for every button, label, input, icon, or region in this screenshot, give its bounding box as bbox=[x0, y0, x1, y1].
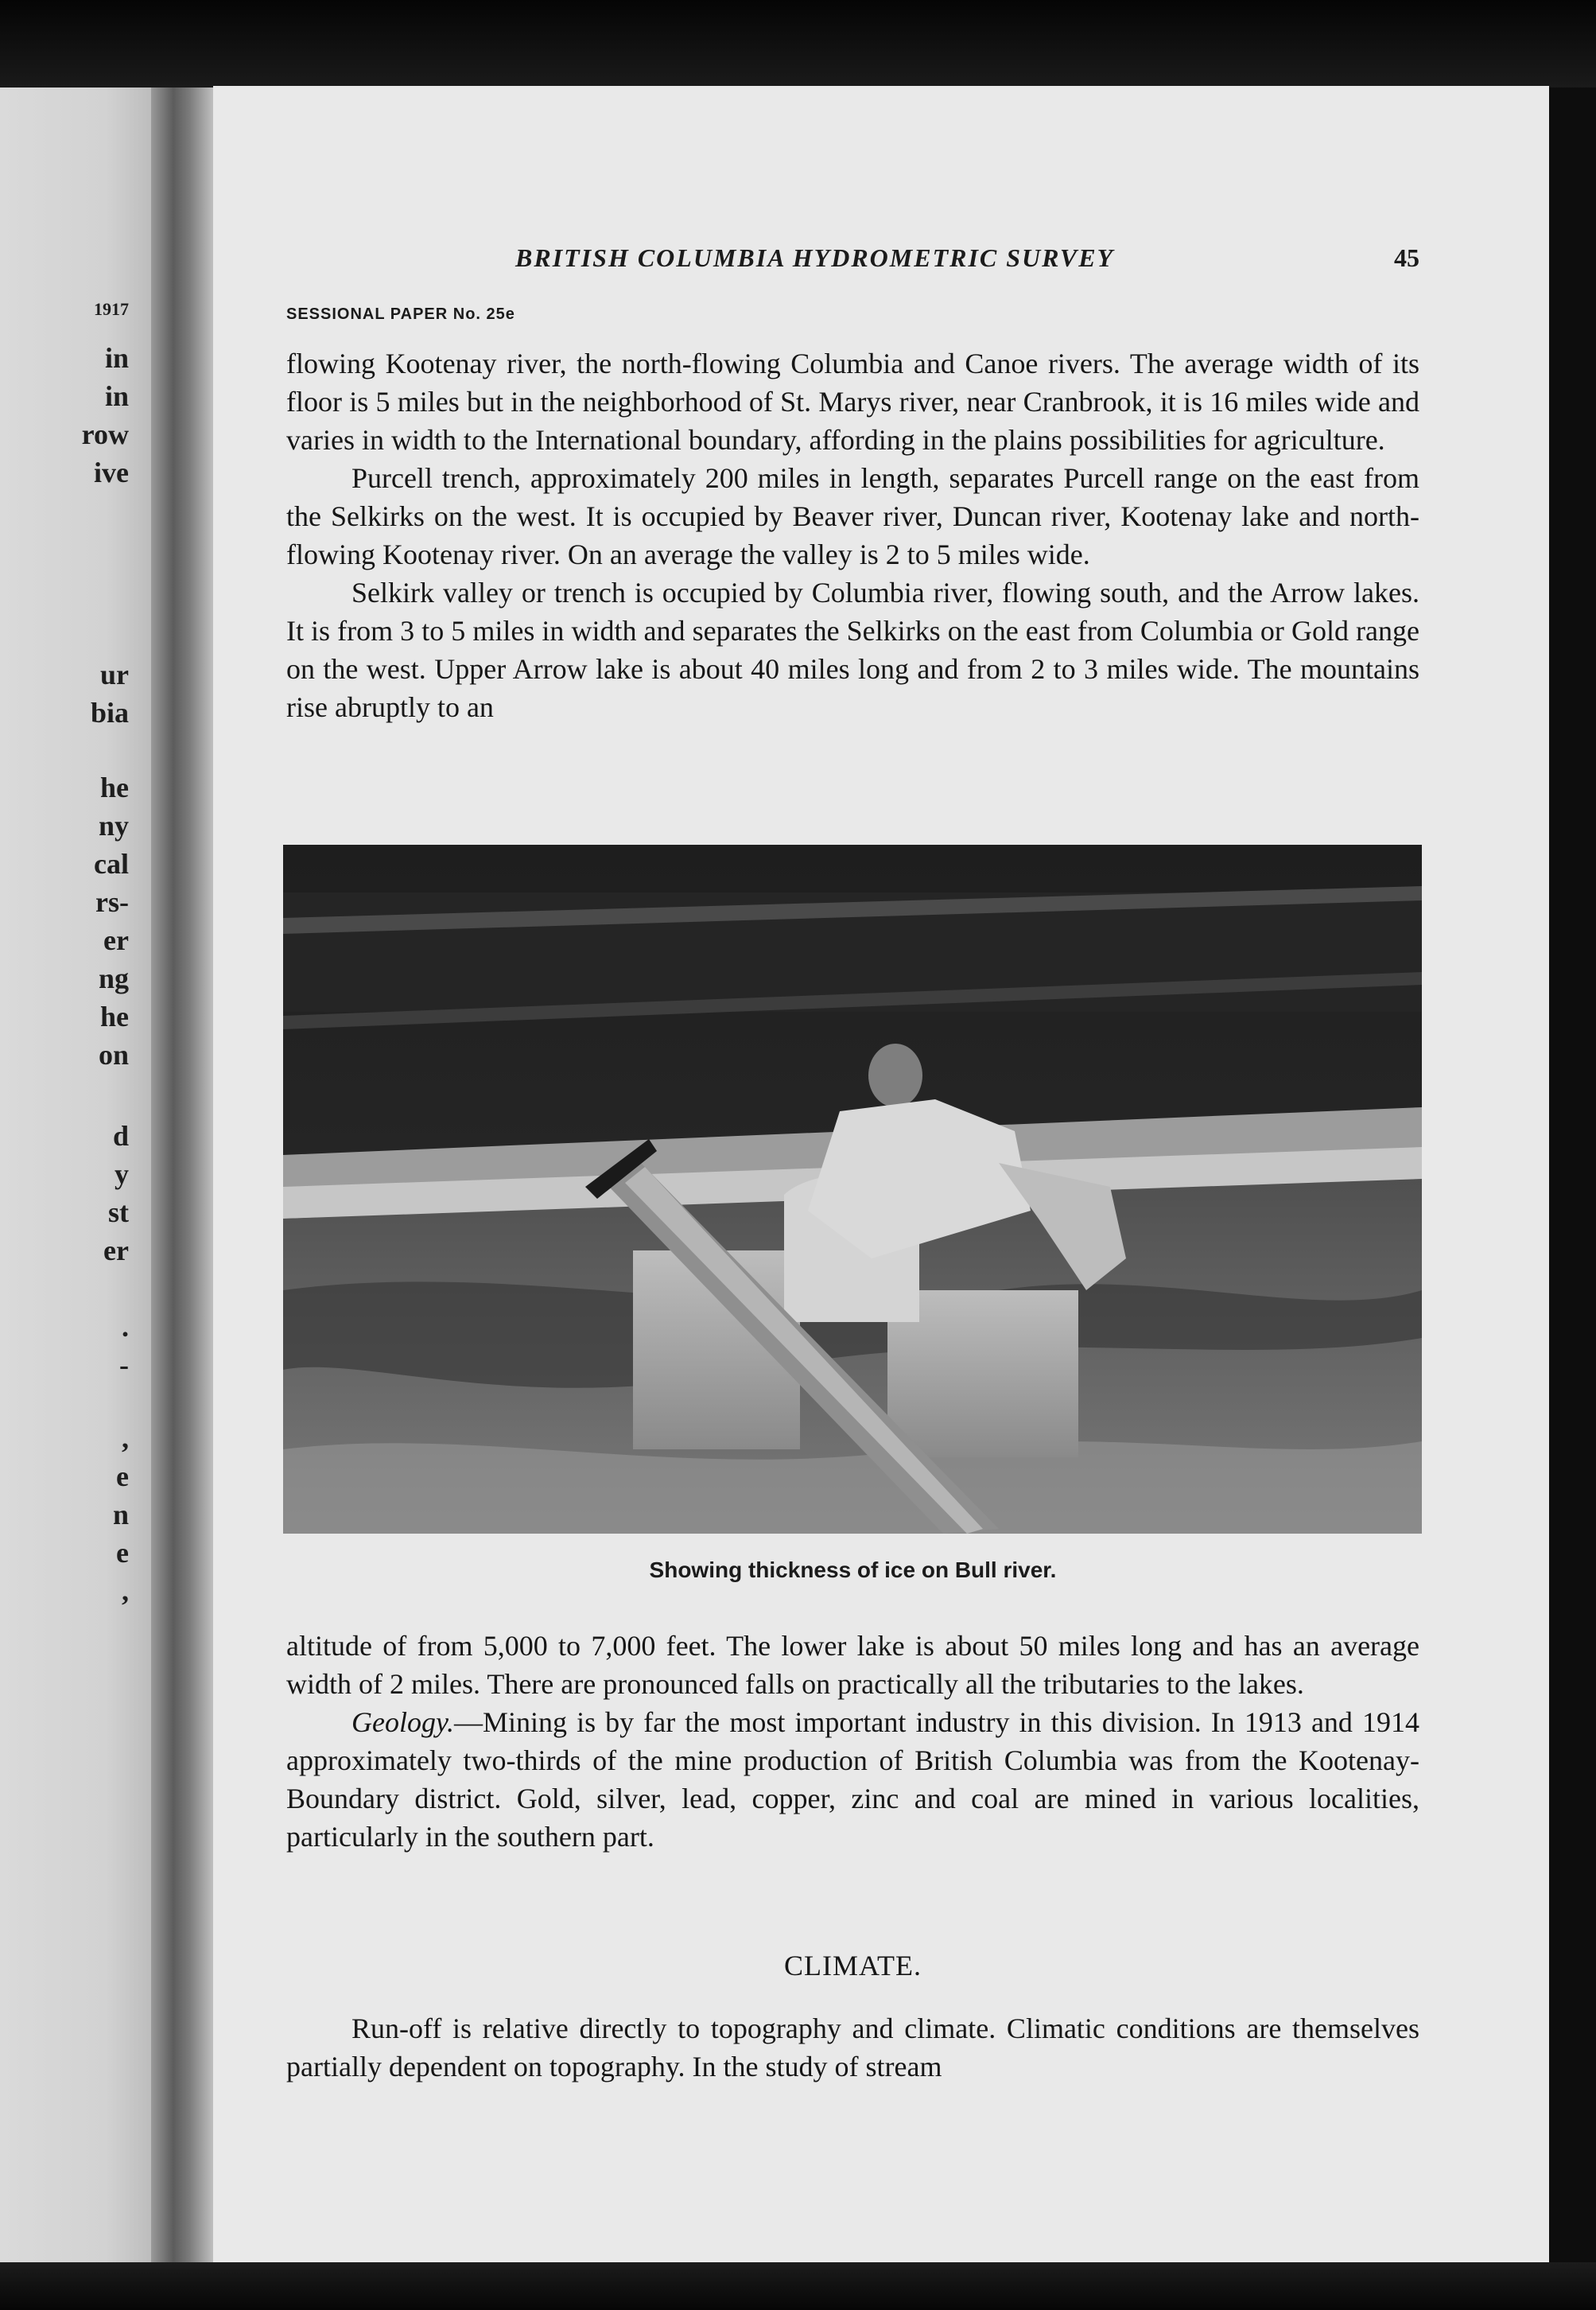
previous-page-fragment: ur bbox=[100, 659, 129, 690]
previous-page-fragment: he bbox=[100, 1001, 129, 1032]
previous-page-fragment: in bbox=[104, 342, 129, 374]
previous-page-fragment: . bbox=[122, 1311, 129, 1343]
previous-page-fragment: , bbox=[122, 1422, 129, 1454]
book-gutter-shadow bbox=[151, 88, 215, 2263]
paragraph: Run-off is relative directly to topography and climate. Climatic conditions are themselves partially dependent on topography. In the study of stream bbox=[286, 2012, 1419, 2082]
previous-page-fragment: n bbox=[112, 1499, 129, 1530]
body-text-climate bbox=[286, 2009, 1419, 2086]
paragraph: flowing Kootenay river, the north-flowing Columbia and Canoe rivers. The average width of its floor is 5 miles but in the neighborhood of St. Marys river, near Cranbrook, it is 16 miles wide and varies in width to the International boundary, affording in the plains possibilities for agriculture. bbox=[286, 348, 1419, 456]
sessional-paper-label: SESSIONAL PAPER No. 25e bbox=[286, 305, 515, 323]
page-number: 45 bbox=[1394, 243, 1419, 272]
previous-page-fragment: ive bbox=[94, 457, 129, 488]
running-title: BRITISH COLUMBIA HYDROMETRIC SURVEY bbox=[515, 243, 1115, 272]
book-page bbox=[213, 86, 1549, 2262]
geology-label: Geology. bbox=[351, 1706, 454, 1738]
paragraph-geology bbox=[286, 1703, 1419, 1856]
previous-page-fragment: e bbox=[116, 1537, 129, 1569]
previous-page-fragment: bia bbox=[90, 697, 129, 729]
section-heading-climate: CLIMATE. bbox=[784, 1950, 922, 1981]
body-text-top bbox=[286, 344, 1419, 726]
photograph-ice-thickness bbox=[283, 845, 1422, 1534]
previous-page-year: 1917 bbox=[94, 299, 129, 319]
previous-page-fragment: st bbox=[108, 1196, 129, 1228]
previous-page-fragment: he bbox=[100, 772, 129, 803]
previous-page-fragment: er bbox=[103, 1235, 129, 1266]
previous-page-fragment: e bbox=[116, 1460, 129, 1492]
previous-page-fragment: y bbox=[115, 1158, 129, 1190]
paragraph: Purcell trench, approximately 200 miles in length, separates Purcell range on the east from the Selkirks on the west. It is occupied by Beaver river, Duncan river, Kootenay lake and north-flowing Kootenay river. On an average the valley is 2 to 5 miles wide. bbox=[286, 462, 1419, 570]
previous-page-fragment: ny bbox=[98, 810, 129, 842]
previous-page-fragment: , bbox=[122, 1575, 129, 1607]
previous-page-fragment: ng bbox=[98, 962, 129, 994]
paragraph: altitude of from 5,000 to 7,000 feet. The lower lake is about 50 miles long and has an average width of 2 miles. There are pronounced falls on practically all the tributaries to the lakes. bbox=[286, 1630, 1419, 1700]
figure-caption: Showing thickness of ice on Bull river. bbox=[649, 1558, 1057, 1582]
previous-page-fragment: er bbox=[103, 924, 129, 956]
body-text-bottom bbox=[286, 1627, 1419, 1856]
previous-page-fragment: in bbox=[104, 380, 129, 412]
previous-page-edge bbox=[0, 88, 151, 2263]
previous-page-fragment: cal bbox=[94, 848, 129, 880]
running-header bbox=[286, 243, 1419, 282]
previous-page-fragment: rs- bbox=[95, 886, 129, 918]
previous-page-fragment: d bbox=[112, 1120, 129, 1152]
previous-page-fragment: row bbox=[81, 418, 129, 450]
scan-top-border bbox=[0, 0, 1596, 88]
previous-page-fragment: - bbox=[119, 1349, 129, 1381]
scan-bottom-border bbox=[0, 2262, 1596, 2310]
previous-page-fragment: on bbox=[98, 1039, 129, 1071]
paragraph: Selkirk valley or trench is occupied by Columbia river, flowing south, and the Arrow lakes. It is from 3 to 5 miles in width and separates the Selkirks on the east from Columbia or Gold range on the west. Upper Arrow lake is about 40 miles long and from 2 to 3 miles wide. The mountains rise abruptly to an bbox=[286, 577, 1419, 723]
photograph-drawing bbox=[283, 845, 1422, 1534]
geology-text: —Mining is by far the most important industry in this division. In 1913 and 1914 approximately two-thirds of the mine production of British Columbia was from the Kootenay-Boundary district. Gold, silver, lead, copper, zinc and coal are mined in various localities, particularly in the southern part. bbox=[286, 1706, 1419, 1853]
